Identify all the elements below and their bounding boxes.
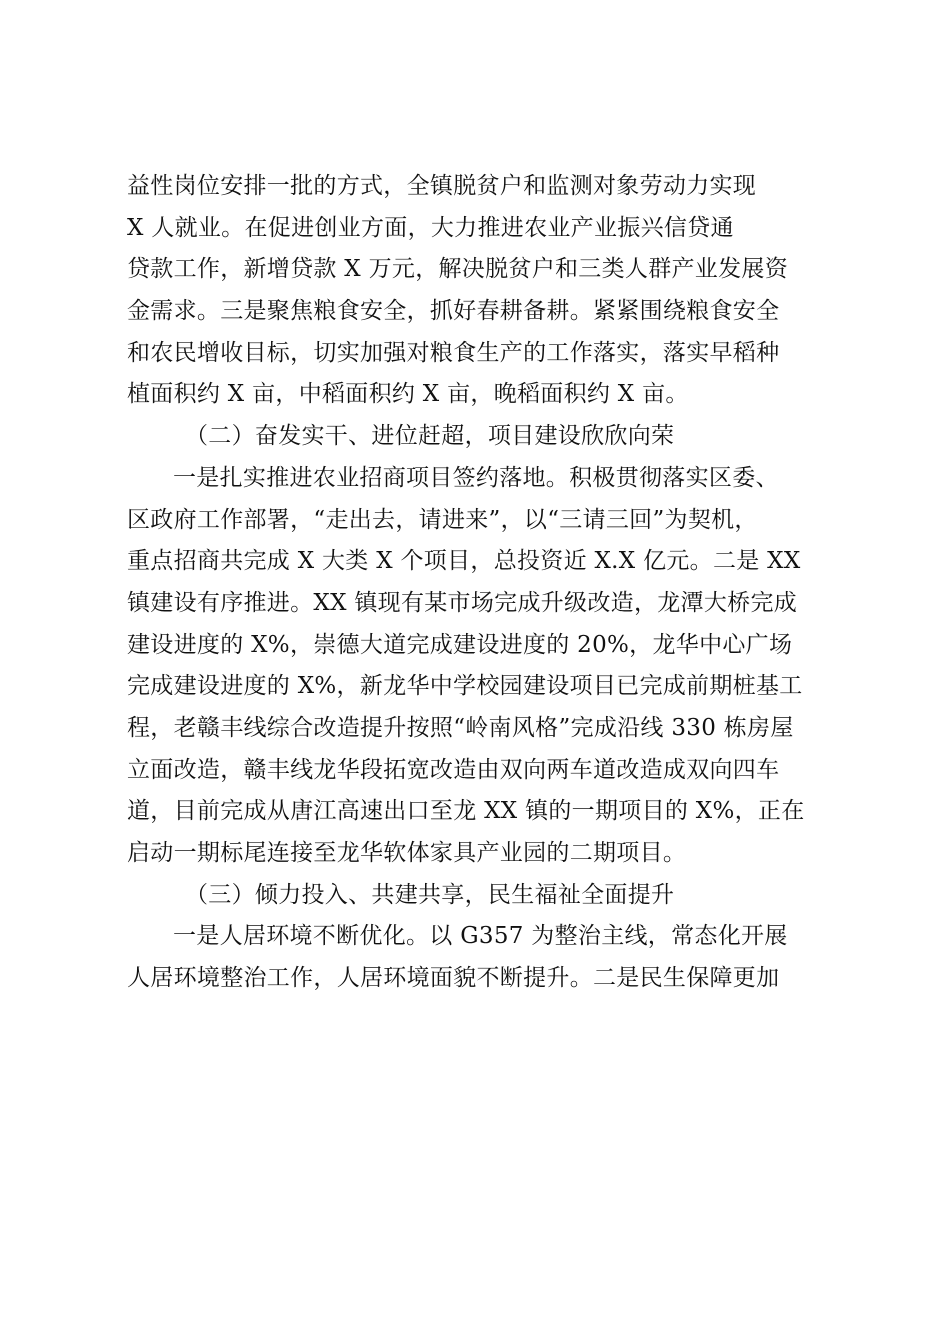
- text-line-1: 益性岗位安排一批的方式，全镇脱贫户和监测对象劳动力实现: [127, 173, 757, 199]
- text-line-14: 程，老赣丰线综合改造提升按照“岭南风格”完成沿线 330 栋房屋: [127, 714, 794, 741]
- paragraph-start-line: 一是扎实推进农业招商项目签约落地。积极贯彻落实区委、: [173, 464, 779, 491]
- text-line-13: 完成建设进度的 X%，新龙华中学校园建设项目已完成前期桩基工: [127, 673, 803, 700]
- paragraph-start-line: 一是人居环境不断优化。以 G357 为整治主线，常态化开展: [173, 923, 788, 950]
- text-line-20: 人居环境整治工作，人居环境面貌不断提升。二是民生保障更加: [127, 965, 780, 992]
- section-heading-3: （三）倾力投入、共建共享，民生福祉全面提升: [185, 881, 675, 908]
- text-line-10: 重点招商共完成 X 大类 X 个项目，总投资近 X.X 亿元。二是 XX: [127, 548, 801, 575]
- text-line-17: 启动一期标尾连接至龙华软体家具产业园的二期项目。: [127, 840, 687, 866]
- text-line-3: 贷款工作，新增贷款 X 万元，解决脱贫户和三类人群产业发展资: [127, 256, 788, 283]
- document-body: [127, 166, 847, 1000]
- text-line-9: 区政府工作部署，“走出去，请进来”，以“三请三回”为契机，: [127, 506, 758, 533]
- text-line-16: 道，目前完成从唐江高速出口至龙 XX 镇的一期项目的 X%，正在: [127, 798, 805, 825]
- text-line-6: 植面积约 X 亩，中稻面积约 X 亩，晚稻面积约 X 亩。: [127, 381, 689, 408]
- text-line-12: 建设进度的 X%，崇德大道完成建设进度的 20%，龙华中心广场: [127, 631, 793, 658]
- text-line-4: 金需求。三是聚焦粮食安全，抓好春耕备耕。紧紧围绕粮食安全: [127, 298, 780, 325]
- text-line-15: 立面改造，赣丰线龙华段拓宽改造由双向两车道改造成双向四车: [127, 756, 780, 783]
- text-line-11: 镇建设有序推进。XX 镇现有某市场完成升级改造，龙潭大桥完成: [127, 589, 798, 616]
- text-line-5: 和农民增收目标，切实加强对粮食生产的工作落实，落实早稻种: [127, 339, 780, 366]
- text-line-2: X 人就业。在促进创业方面，大力推进农业产业振兴信贷通: [127, 214, 734, 241]
- section-heading-2: （二）奋发实干、进位赶超，项目建设欣欣向荣: [185, 423, 675, 450]
